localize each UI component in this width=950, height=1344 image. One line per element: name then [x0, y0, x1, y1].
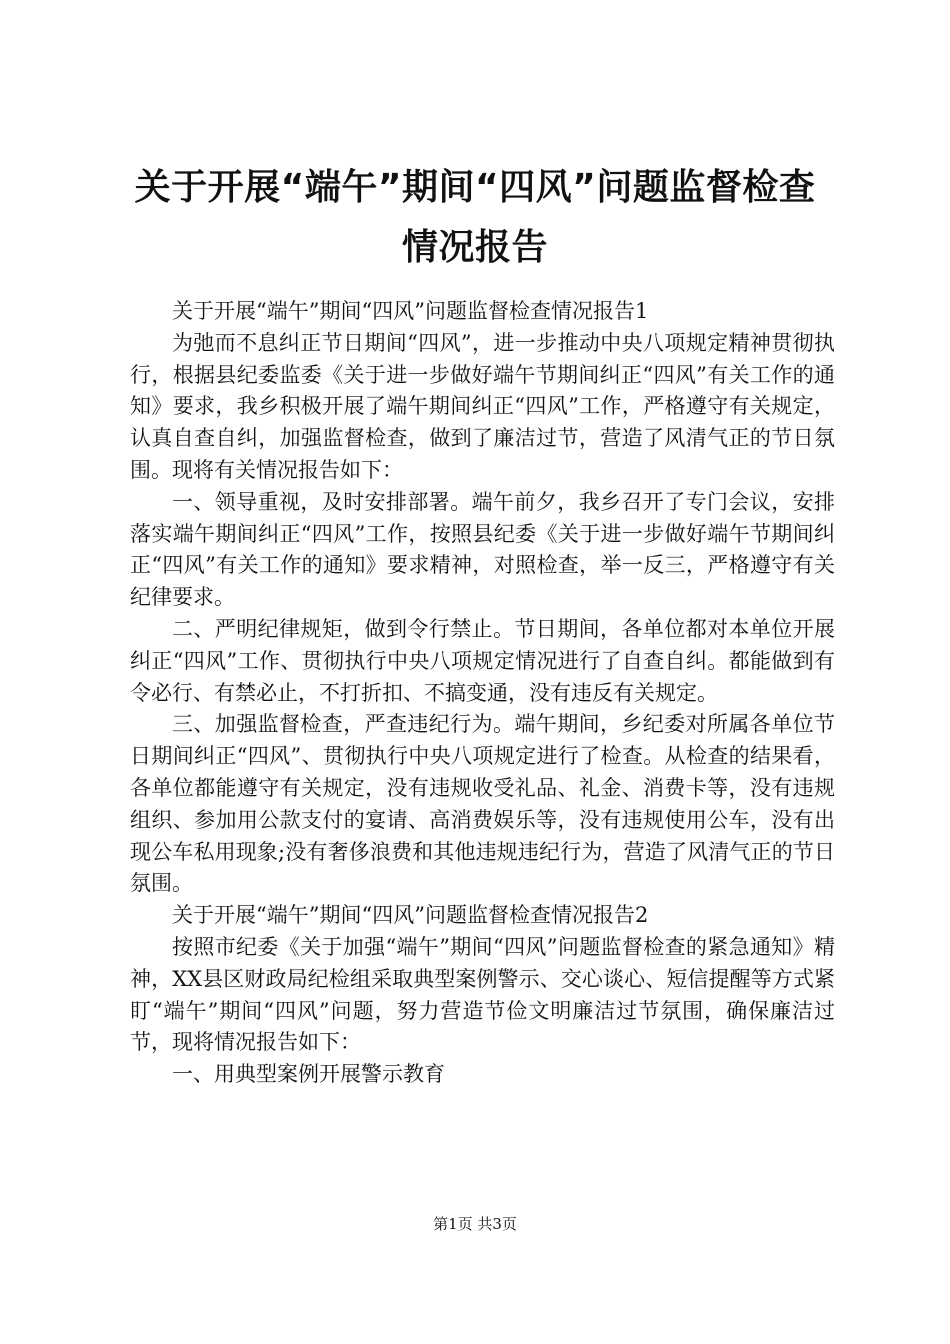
document-title — [60, 158, 890, 278]
paragraph-item-3: 三、加强监督检查，严查违纪行为。端午期间，乡纪委对所属各单位节日期间纠正“四风”、贯彻执行中央八项规定进行了检查。从检查的结果看，各单位都能遵守有关规定，没有违规收受礼品、礼金、消费卡等，没有违规组织、参加用公款支付的宴请、高消费娱乐等，没有违规使用公车，没有出现公车私用现象;没有奢侈浪费和其他违规违纪行为，营造了风清气正的节日氛围。 — [130, 712, 835, 896]
paragraph-item-1: 一、领导重视，及时安排部署。端午前夕，我乡召开了专门会议，安排落实端午期间纠正“四风”工作，按照县纪委《关于进一步做好端午节期间纠正“四风”有关工作的通知》要求精神，对照检查，举一反三，严格遵守有关纪律要求。 — [130, 489, 835, 610]
paragraph-report-2-intro: 按照市纪委《关于加强“端午”期间“四风”问题监督检查的紧急通知》精神，XX县区财政局纪检组采取典型案例警示、交心谈心、短信提醒等方式紧盯“端午”期间“四风”问题，努力营造节俭文明廉洁过节氛围，确保廉洁过节，现将情况报告如下： — [130, 934, 835, 1055]
document-body — [130, 296, 835, 1091]
paragraph-item-2: 二、严明纪律规矩，做到令行禁止。节日期间，各单位都对本单位开展纠正“四风”工作、贯彻执行中央八项规定情况进行了自查自纠。都能做到有令必行、有禁必止，不打折扣、不搞变通，没有违反有关规定。 — [130, 616, 835, 705]
paragraph-report-2-item-1: 一、用典型案例开展警示教育 — [172, 1062, 445, 1087]
title-line-2: 情况报告 — [401, 227, 548, 268]
page-number-footer: 第1页 共3页 — [433, 1215, 517, 1233]
report-2-heading: 关于开展“端午”期间“四风”问题监督检查情况报告2 — [172, 903, 649, 928]
report-1-heading: 关于开展“端午”期间“四风”问题监督检查情况报告1 — [172, 299, 649, 323]
paragraph-intro: 为弛而不息纠正节日期间“四风”，进一步推动中央八项规定精神贯彻执行，根据县纪委监委《关于进一步做好端午节期间纠正“四风”有关工作的通知》要求，我乡积极开展了端午期间纠正“四风”工作，严格遵守有关规定，认真自查自纠，加强监督检查，做到了廉洁过节，营造了风清气正的节日氛围。现将有关情况报告如下： — [130, 330, 835, 482]
title-line-1: 关于开展“端午”期间“四风”问题监督检查 — [134, 167, 816, 208]
